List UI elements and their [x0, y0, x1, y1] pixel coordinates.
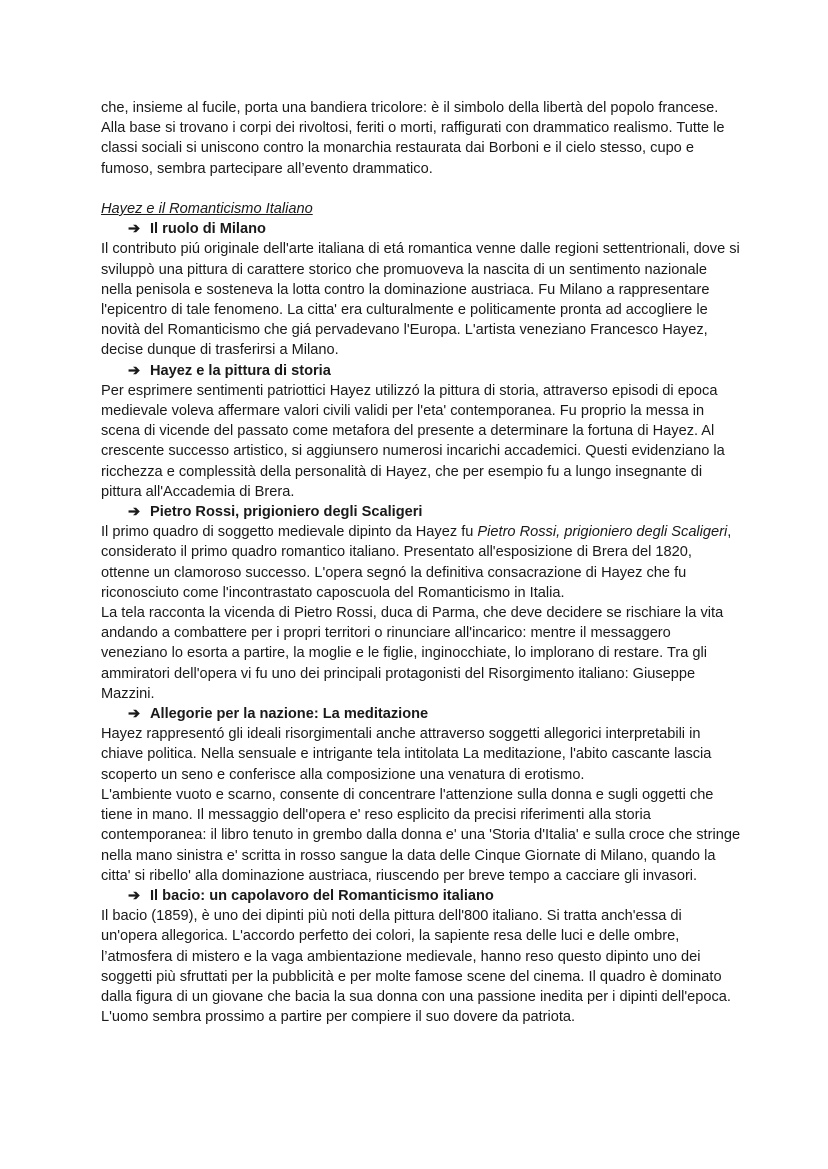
heading-text: Allegorie per la nazione: La meditazione: [150, 706, 429, 723]
subsection-heading-meditazione: [101, 704, 741, 724]
subsection-heading-pietro-rossi: [101, 502, 741, 522]
subsection-heading-ruolo-milano: [101, 219, 741, 239]
paragraph: [101, 522, 741, 603]
subsection-heading-pittura-storia: [101, 361, 741, 381]
paragraph: Il bacio (1859), è uno dei dipinti più noti della pittura dell'800 italiano. Si tratta anch'essa di un'opera allegorica. L'accordo perfetto dei colori, la sapiente resa delle luci e delle ombre, l’atmosfera di mistero e la vaga ambientazione medievale, hanno reso questo dipinto uno dei soggetti più sfruttati per la pubblicità e per molte famose scene del cinema. Il quadro è dominato dalla figura di un giovane che bacia la sua donna con una passione inedita per i dipinti dell'epoca. L'uomo sembra prossimo a partire per compiere il suo dovere da patriota.: [101, 908, 731, 1026]
heading-text: Hayez e la pittura di storia: [150, 362, 331, 379]
arrow-right-icon: ➔: [128, 504, 141, 521]
arrow-right-icon: ➔: [128, 362, 141, 379]
section-title: Hayez e il Romanticismo Italiano: [101, 201, 313, 217]
text-run: , considerato il primo quadro romantico italiano. Presentato all'esposizione di Brera del 1820, ottenne un clamoroso successo. L'opera segnó la definitiva consacrazione di Hayez che fu riconosciuto come l'incontrastato caposcuola del Romanticismo in Italia.: [101, 524, 732, 601]
arrow-right-icon: ➔: [128, 221, 141, 238]
subsection-heading-bacio: [101, 886, 741, 906]
heading-text: Pietro Rossi, prigioniero degli Scaligeri: [150, 504, 423, 521]
heading-text: Il bacio: un capolavoro del Romanticismo italiano: [150, 887, 494, 904]
paragraph: Hayez rappresentó gli ideali risorgimentali anche attraverso soggetti allegorici interpretabili in chiave politica. Nella sensuale e intrigante tela intitolata La meditazione, l'abito cascante lascia scoperto un seno e conferisce alla composizione una venatura di erotismo.: [101, 726, 712, 783]
text-run: Il primo quadro di soggetto medievale dipinto da Hayez fu: [101, 524, 478, 541]
artwork-title: Pietro Rossi, prigioniero degli Scaligeri: [477, 524, 728, 541]
spacer: [101, 179, 741, 199]
paragraph: La tela racconta la vicenda di Pietro Rossi, duca di Parma, che deve decidere se rischiare la vita andando a combattere per i propri territori o rinunciare all'incarico: mentre il messaggero veneziano lo esorta a partire, la moglie e le figlie, inginocchiate, lo implorano di restare. Tra gli ammiratori dell'opera vi fu uno dei principali protagonisti del Risorgimento italiano: Giuseppe Mazzini.: [101, 605, 724, 702]
paragraph: L'ambiente vuoto e scarno, consente di concentrare l'attenzione sulla donna e sugli oggetti che tiene in mano. Il messaggio dell'opera e' reso esplicito da precisi riferimenti alla storia contemporanea: il libro tenuto in grembo dalla donna e' una 'Storia d'Italia' e sulla croce che stringe nella mano sinistra e' scritta in rosso sangue la data delle Cinque Giornate di Milano, quando la citta' si ribello' alla dominazione austriaca, riuscendo per breve tempo a cacciare gli invasori.: [101, 786, 741, 884]
document-page: [101, 98, 741, 1027]
arrow-right-icon: ➔: [128, 706, 141, 723]
arrow-right-icon: ➔: [128, 887, 141, 904]
paragraph: Il contributo piú originale dell'arte italiana di etá romantica venne dalle regioni settentrionali, dove si sviluppò una pittura di carattere storico che promuoveva la nascita di un sentimento nazionale nella penisola e sosteneva la lotta contro la dominazione austriaca. Fu Milano a rappresentare l'epicentro di tale fenomeno. La citta' era culturalmente e politicamente pronta ad accogliere le novità del Romanticismo che giá pervadevano l'Europa. L'artista veneziano Francesco Hayez, decise dunque di trasferirsi a Milano.: [101, 241, 740, 359]
paragraph: Per esprimere sentimenti patriottici Hayez utilizzó la pittura di storia, attraverso episodi di epoca medievale voleva affermare valori civili validi per l'eta' contemporanea. Fu proprio la messa in scena di vicende del passato come metafora del presente a determinare la fortuna di Hayez. Al crescente successo artistico, si aggiunsero numerosi incarichi accademici. Questi evidenziano la ricchezza e complessità della personalità di Hayez, che per esempio fu a lungo insegnante di pittura all'Accademia di Brera.: [101, 382, 725, 500]
heading-text: Il ruolo di Milano: [150, 221, 266, 238]
intro-paragraph: che, insieme al fucile, porta una bandiera tricolore: è il simbolo della libertà del popolo francese. Alla base si trovano i corpi dei rivoltosi, feriti o morti, raffigurati con drammatico realismo. Tutte le classi sociali si uniscono contro la monarchia restaurata dai Borboni e il cielo stesso, cupo e fumoso, sembra partecipare all’evento drammatico.: [101, 100, 725, 177]
